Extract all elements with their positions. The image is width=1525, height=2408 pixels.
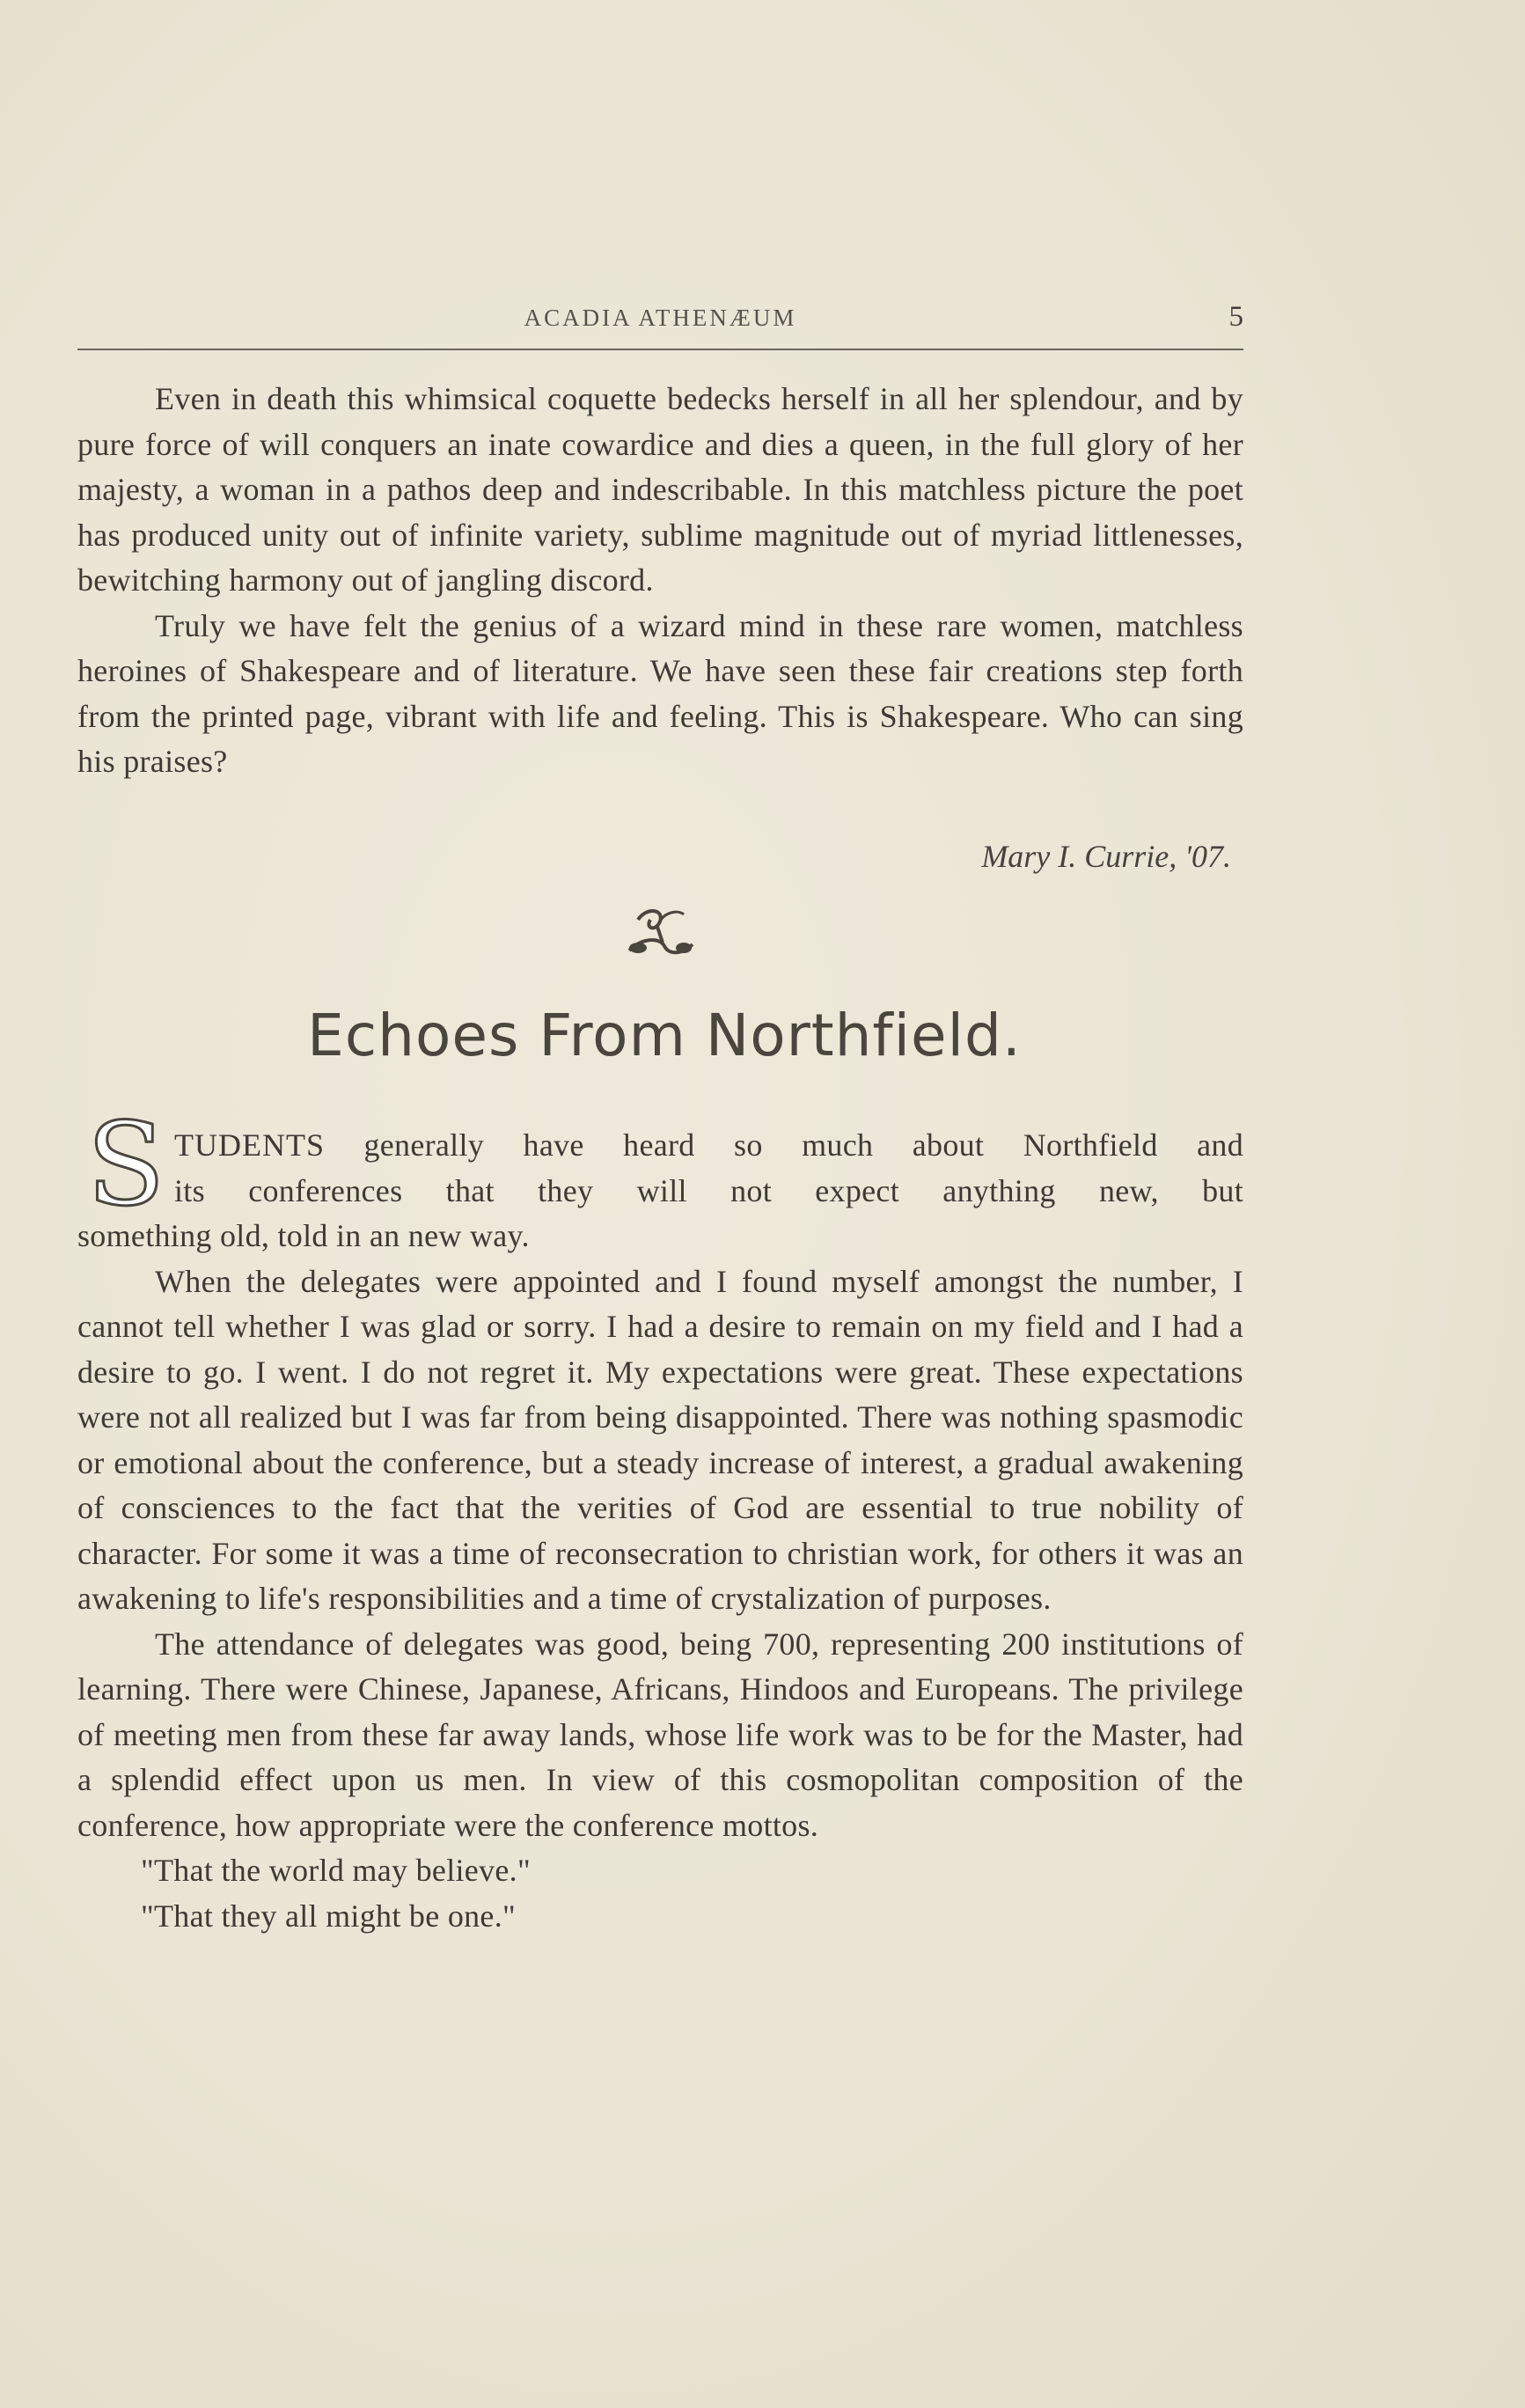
section-ornament-icon (612, 902, 708, 964)
first-line-rest: generally have heard so much about Northfield and (325, 1127, 1243, 1163)
page-number: 5 (1228, 301, 1243, 333)
article-body (77, 1123, 1243, 1939)
paragraph: The attendance of delegates was good, being 700, representing 200 institutions of learning. There were Chinese, Japanese, Africans, Hindoos and Europeans. The privilege of meeting men from these far away lands, whose life work was to be for the Master, had a splendid effect upon us men. In view of this cosmopolitan composition of the conference, how appropriate were the conference mottos. (77, 1626, 1243, 1843)
paragraph: Even in death this whimsical coquette bedecks herself in all her splendour, and by pure force of will conquers an inate cowardice and dies a queen, in the full glory of her majesty, a woman in a pathos deep and indescribable. In this matchless picture the poet has produced unity out of infinite variety, sublime magnitude out of myriad littlenesses, bewitching harmony out of jangling discord. (77, 381, 1243, 598)
second-line: its conferences that they will not expect anything new, but (174, 1172, 1243, 1208)
drop-cap: S (86, 1098, 165, 1231)
first-line (77, 1123, 1243, 1169)
motto: "That they all might be one." (141, 1898, 516, 1934)
paragraph: something old, told in an new way. (77, 1218, 530, 1253)
paragraph: Truly we have felt the genius of a wizard mind in these rare women, matchless heroines of Shakespeare and of literature. We have seen these fair creations step forth from the printed page, vibrant with life and feeling. This is Shakespeare. Who can sing his praises? (77, 607, 1243, 779)
running-title: ACADIA ATHENÆUM (524, 305, 797, 331)
mottos (77, 1848, 1243, 1939)
motto: "That the world may believe." (141, 1853, 531, 1888)
first-word-caps: TUDENTS (174, 1127, 325, 1163)
page-header (77, 301, 1243, 350)
paragraph: When the delegates were appointed and I found myself amongst the number, I cannot tell whether I was glad or sorry. I had a desire to remain on my field and I had a desire to go. I went. I do not regret it. My expectations were great. These expectations were not all realized but I was far from being disappointed. There was nothing spasmodic or emotional about the conference, but a steady increase of interest, a gradual awakening of consciences to the fact that the verities of God are essential to true nobility of character. For some it was a time of reconsecration to christian work, for others it was an awakening to life's responsibilities and a time of crystalization of purposes. (77, 1263, 1243, 1616)
author-signature: Mary I. Currie, '07. (981, 839, 1231, 874)
continued-article (77, 377, 1243, 785)
article-title: Echoes From Northfield. (307, 1002, 1022, 1069)
